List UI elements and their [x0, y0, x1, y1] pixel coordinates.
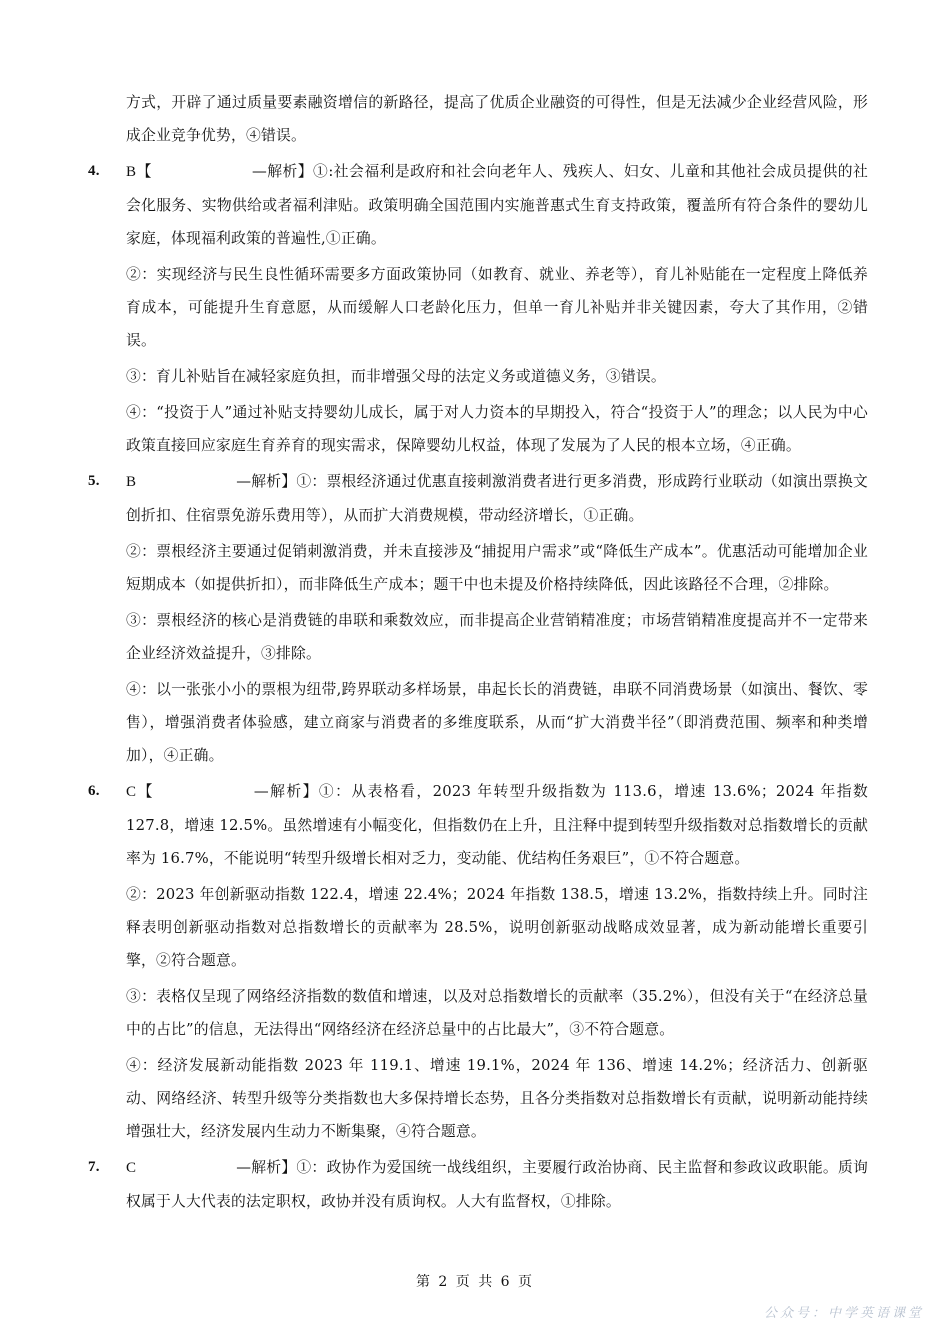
answer-letter: C	[126, 1160, 137, 1176]
question-7	[88, 1151, 868, 1218]
question-lead	[88, 465, 868, 532]
analysis-lead: —解析】①:社会福利是政府和社会向老年人、残疾人、妇女、儿童和其他社会成员提供的社会化服务、实物供给或者福利津贴。政策明确全国范围内实施普惠式生育支持政策，覆盖所有符合条件的婴幼儿家庭，体现福利政策的普遍性,①正确。	[126, 163, 868, 247]
answer-letter: C【	[126, 784, 154, 800]
question-number: 7.	[88, 1159, 100, 1175]
analysis-paragraph: ②：2023 年创新驱动指数 122.4，增速 22.4%；2024 年指数 138.5，增速 13.2%，指数持续上升。同时注释表明创新驱动指数对总指数增长的贡献率为 28.5%，说明创新驱动战略成效显著，成为新动能增长重要引擎，②符合题意。	[126, 886, 868, 969]
question-number: 6.	[88, 783, 100, 799]
question-lead	[88, 155, 868, 255]
question-lead	[88, 775, 868, 875]
question-6	[88, 775, 868, 1148]
question-lead	[88, 1151, 868, 1218]
analysis-paragraph: ④：经济发展新动能指数 2023 年 119.1、增速 19.1%，2024 年 136、增速 14.2%；经济活力、创新驱动、网络经济、转型升级等分类指数也大多保持增长态势，且各分类指数对总指数增长有贡献，说明新动能持续增强壮大，经济发展内生动力不断集聚，④符合题意。	[126, 1057, 868, 1140]
document-body	[88, 86, 868, 1221]
analysis-paragraph: ④：以一张张小小的票根为纽带,跨界联动多样场景，串起长长的消费链，串联不同消费场景（如演出、餐饮、零售），增强消费者体验感，建立商家与消费者的多维度联系，从而“扩大消费半径”（即消费范围、频率和种类增加），④正确。	[126, 681, 868, 764]
analysis-lead: —解析】①：票根经济通过优惠直接刺激消费者进行更多消费，形成跨行业联动（如演出票换文创折扣、住宿票免游乐费用等），从而扩大消费规模，带动经济增长，①正确。	[126, 473, 868, 524]
analysis-lead: —解析】①：政协作为爱国统一战线组织，主要履行政治协商、民主监督和参政议政职能。质询权属于人大代表的法定职权，政协并没有质询权。人大有监督权，①排除。	[126, 1159, 868, 1210]
answer-letter: B	[126, 474, 137, 490]
analysis-paragraph: ③：表格仅呈现了网络经济指数的数值和增速，以及对总指数增长的贡献率（35.2%），但没有关于“在经济总量中的占比”的信息，无法得出“网络经济在经济总量中的占比最大”，③不符合题意。	[126, 988, 868, 1038]
question-number: 4.	[88, 163, 100, 179]
question-5	[88, 465, 868, 772]
analysis-lead: —解析】①：从表格看，2023 年转型升级指数为 113.6，增速 13.6%；2024 年指数 127.8，增速 12.5%。虽然增速有小幅变化，但指数仍在上升，且注释中提到转型升级指数对总指数增长的贡献率为 16.7%，不能说明“转型升级增长相对乏力，变动能、优结构任务艰巨”，①不符合题意。	[126, 783, 868, 867]
page-number-footer: 第 2 页 共 6 页	[415, 1274, 535, 1290]
question-number: 5.	[88, 473, 100, 489]
answer-letter: B【	[126, 164, 152, 180]
analysis-paragraph: ④：“投资于人”通过补贴支持婴幼儿成长，属于对人力资本的早期投入，符合“投资于人”的理念；以人民为中心政策直接回应家庭生育养育的现实需求，保障婴幼儿权益，体现了发展为了人民的根本立场，④正确。	[126, 404, 868, 454]
analysis-paragraph: ②：实现经济与民生良性循环需要多方面政策协同（如教育、就业、养老等），育儿补贴能在一定程度上降低养育成本，可能提升生育意愿，从而缓解人口老龄化压力，但单一育儿补贴并非关键因素，夸大了其作用，②错误。	[126, 266, 868, 349]
intro-paragraph: 方式，开辟了通过质量要素融资增信的新路径，提高了优质企业融资的可得性，但是无法减少企业经营风险，形成企业竞争优势，④错误。	[126, 94, 868, 144]
analysis-paragraph: ③：票根经济的核心是消费链的串联和乘数效应，而非提高企业营销精准度；市场营销精准度提高并不一定带来企业经济效益提升，③排除。	[126, 612, 868, 662]
watermark-text: 公众号：中学英语课堂	[763, 1306, 924, 1321]
question-4	[88, 155, 868, 462]
analysis-paragraph: ③：育儿补贴旨在减轻家庭负担，而非增强父母的法定义务或道德义务，③错误。	[126, 368, 666, 385]
analysis-paragraph: ②：票根经济主要通过促销刺激消费，并未直接涉及“捕捉用户需求”或“降低生产成本”。优惠活动可能增加企业短期成本（如提供折扣），而非降低生产成本；题干中也未提及价格持续降低，因此该路径不合理，②排除。	[126, 543, 868, 593]
